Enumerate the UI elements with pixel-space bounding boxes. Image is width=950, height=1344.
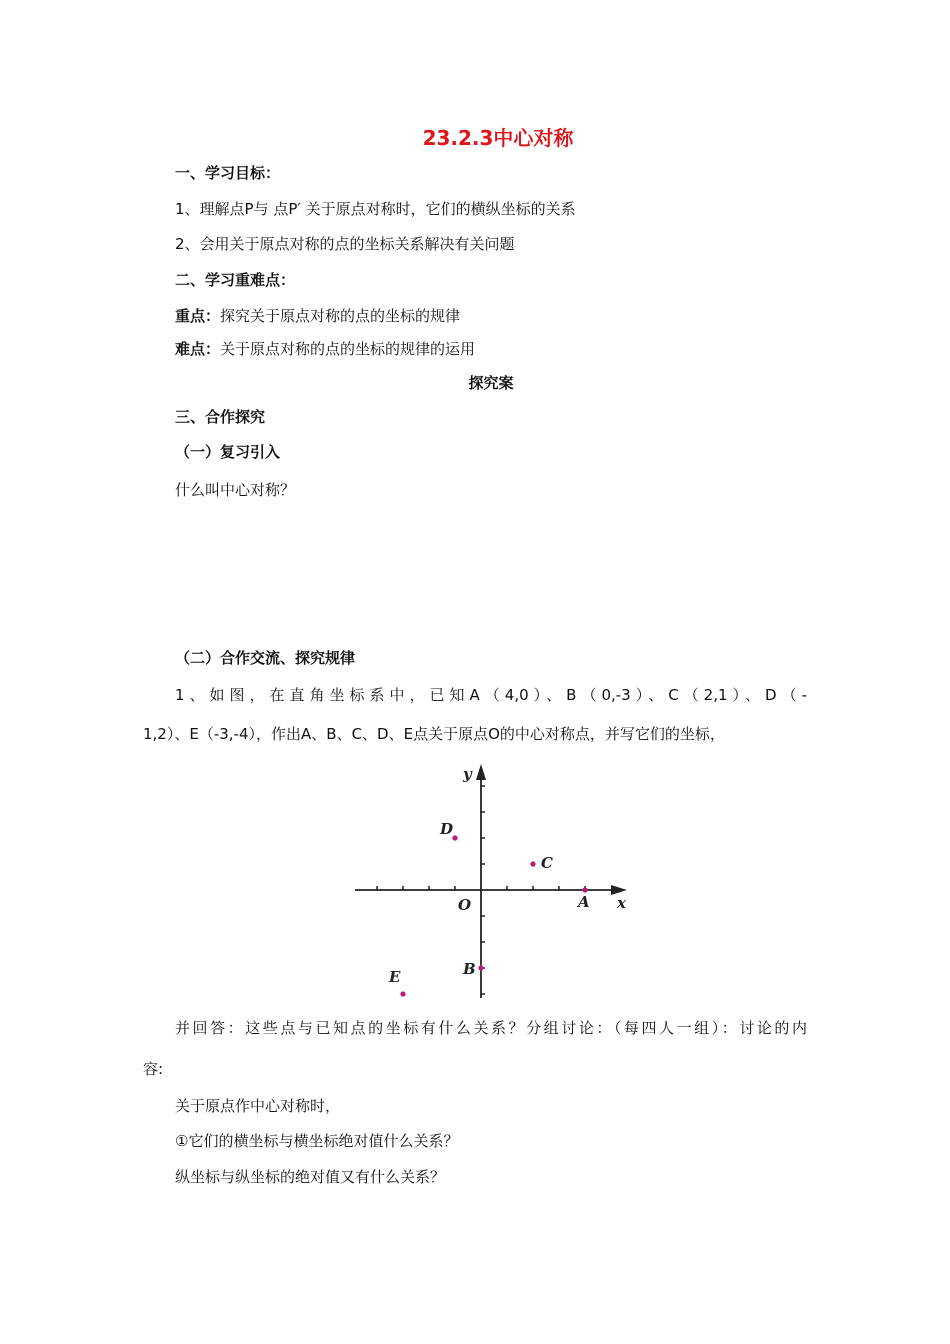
section-3-heading: 三、合作探究 [175,408,266,426]
difficult-point-text: 关于原点对称的点的坐标的规律的运用 [220,340,476,358]
section-1-heading: 一、学习目标： [175,164,281,182]
origin-label: O [458,896,472,914]
problem-line-1: 1、如图，在直角坐标系中，已知A（4,0）、B（0,-3）、C（2,1）、D（- [175,686,807,704]
point-d [452,835,457,840]
answer-line-1: 并回答：这些点与已知点的坐标有什么关系？分组讨论：（每四人一组）：讨论的内 [175,1019,807,1037]
problem-line-2: 1,2）、E（-3,-4），作出A、B、C、D、E点关于原点O的中心对称点，并写它们的坐标， [143,725,725,743]
goal-item-1: 1、理解点P与 点P′ 关于原点对称时，它们的横纵坐标的关系 [175,200,576,218]
y-axis-label: y [463,765,472,783]
point-e-label: E [389,968,401,986]
answer-line-2: 容: [143,1060,164,1078]
difficult-point-label: 难点： [175,340,221,358]
x-axis-label: x [617,894,626,912]
review-question: 什么叫中心对称？ [175,481,296,499]
point-a [582,887,587,892]
goal-item-2: 2、会用关于原点对称的点的坐标关系解决有关问题 [175,235,515,253]
graph-points [388,820,590,997]
section-2-heading: 二、学习重难点： [175,271,296,289]
coordinate-graph [345,760,635,1000]
discussion-intro: 关于原点作中心对称时， [175,1097,341,1115]
page-title: 23.2.3中心对称 [422,126,574,150]
subsection-review: （一）复习引入 [175,443,281,461]
case-title: 探究案 [468,374,514,392]
key-point-text: 探究关于原点对称的点的坐标的规律 [220,307,461,325]
subsection-explore: （二）合作交流、探究规律 [175,649,356,667]
key-point-line [175,306,460,326]
discussion-question-1: ①它们的横坐标与横坐标绝对值什么关系？ [175,1132,459,1150]
point-c [530,861,535,866]
point-a-label: A [578,893,590,911]
point-d-label: D [440,820,454,838]
point-b [478,965,483,970]
y-axis-arrow [476,764,486,780]
point-e [400,991,405,996]
point-b-label: B [463,960,476,978]
point-c-label: C [541,854,553,872]
difficult-point-line [175,339,475,359]
key-point-label: 重点： [175,307,221,325]
discussion-question-2: 纵坐标与纵坐标的绝对值又有什么关系？ [175,1168,446,1186]
